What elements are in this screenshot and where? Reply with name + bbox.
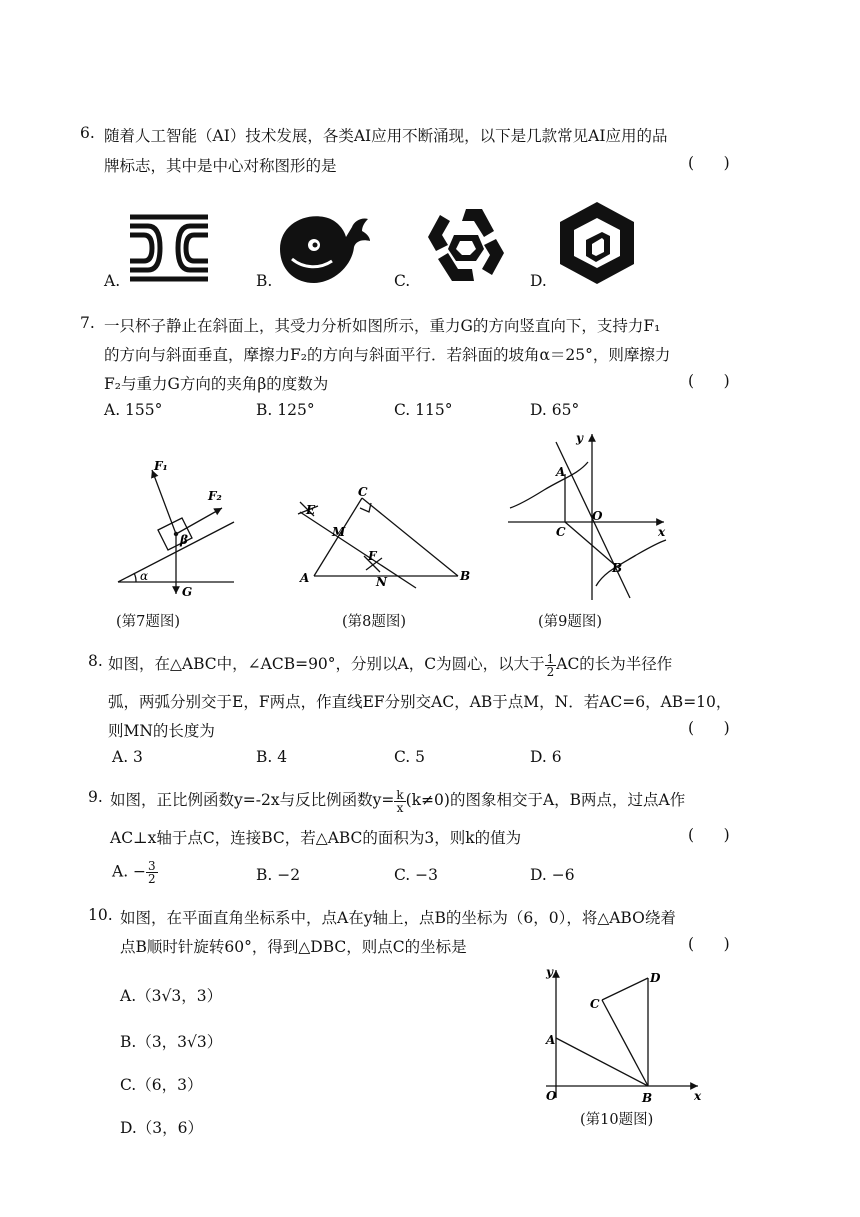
q9-text-line1-a: 如图，正比例函数y=-2x与反比例函数y= (110, 791, 395, 809)
fig10-label-c: C (590, 997, 600, 1011)
fig8-label-m: M (332, 525, 346, 539)
q8-text-line1-b: AC的长为半径作 (556, 655, 673, 673)
q6-answer-paren: ( ) (688, 154, 730, 172)
fig9-caption: (第9题图) (538, 614, 603, 630)
q9-text-line1-b: (k≠0)的图象相交于A，B两点，过点A作 (405, 791, 686, 809)
fig8-label-c: C (358, 486, 368, 499)
q7-option-d: D. 65° (530, 401, 580, 419)
q7-option-c: C. 115° (394, 401, 453, 419)
q6-option-d-label: D. (530, 272, 547, 290)
q9-number: 9. (88, 788, 103, 806)
logo-d-icon (558, 200, 636, 286)
q7-text-line3: F₂与重力G方向的夹角β的度数为 (104, 375, 329, 393)
q10-option-a: A.（3√3，3） (120, 987, 223, 1005)
q6-text-line1: 随着人工智能（AI）技术发展，各类AI应用不断涌现，以下是几款常见AI应用的品 (104, 127, 668, 145)
q6-number: 6. (80, 124, 95, 142)
logo-b-whale-icon (274, 207, 374, 289)
q8-number: 8. (88, 652, 103, 670)
fig8-caption: (第8题图) (342, 614, 407, 630)
fig8-label-n: N (376, 575, 387, 589)
q8-option-c: C. 5 (394, 748, 426, 766)
fig7-label-f1: F₁ (154, 459, 168, 473)
fig10-label-b: B (642, 1091, 653, 1105)
fig10-label-d: D (650, 971, 661, 985)
fig10-label-x: x (694, 1089, 702, 1103)
q8-text-line1-a: 如图，在△ABC中，∠ACB=90°，分别以A，C为圆心，以大于 (108, 655, 545, 673)
figure-7-force-diagram (110, 452, 250, 602)
q9-option-c: C. −3 (394, 866, 439, 884)
q10-answer-paren: ( ) (688, 935, 730, 953)
q7-text-line2: 的方向与斜面垂直，摩擦力F₂的方向与斜面平行．若斜面的坡角α＝25°，则摩擦力 (104, 346, 671, 364)
q7-answer-paren: ( ) (688, 372, 730, 390)
q8-text-line2: 弧，两弧分别交于E，F两点，作直线EF分别交AC，AB于点M，N．若AC=6，AB=10， (108, 693, 732, 711)
q9-option-a-prefix: A. − (112, 862, 147, 881)
q9-option-a-numerator: 3 (148, 859, 156, 873)
q8-option-d: D. 6 (530, 748, 562, 766)
fig8-label-a: A (300, 571, 310, 585)
figure-10-rotation-diagram (532, 962, 708, 1106)
logo-a-icon (126, 212, 212, 284)
fig9-label-x: x (658, 525, 666, 539)
q9-text-line1 (110, 788, 685, 814)
fig10-label-a: A (546, 1033, 556, 1047)
q9-fraction (394, 789, 405, 814)
q6-option-c-label: C. (394, 272, 411, 290)
fig7-label-g: G (182, 585, 193, 599)
fig7-label-f2: F₂ (208, 489, 222, 503)
figure-8-triangle-diagram (288, 486, 478, 592)
q8-text-line3: 则MN的长度为 (108, 722, 215, 740)
fig9-label-a: A (556, 465, 566, 479)
q7-option-a: A. 155° (104, 401, 163, 419)
fig10-label-o: O (546, 1089, 557, 1103)
fig7-label-beta: β (180, 533, 188, 547)
q10-text-line1: 如图，在平面直角坐标系中，点A在y轴上，点B的坐标为（6，0），将△ABO绕着 (120, 909, 676, 927)
q10-option-b: B.（3，3√3） (120, 1033, 223, 1051)
q9-option-b: B. −2 (256, 866, 301, 884)
logo-c-icon (424, 205, 508, 285)
q9-option-d: D. −6 (530, 866, 575, 884)
fig8-label-b: B (460, 569, 471, 583)
fig9-label-y: y (576, 431, 583, 445)
fig7-label-alpha: α (140, 569, 149, 583)
figure-9-function-graph (504, 428, 670, 604)
q8-fraction-numerator: 1 (546, 651, 555, 666)
q8-answer-paren: ( ) (688, 719, 730, 737)
q9-answer-paren: ( ) (688, 826, 730, 844)
q7-text-line1: 一只杯子静止在斜面上，其受力分析如图所示，重力G的方向竖直向下，支持力F₁ (104, 317, 661, 335)
q8-option-a: A. 3 (112, 748, 143, 766)
q10-text-line2: 点B顺时针旋转60°，得到△DBC，则点C的坐标是 (120, 938, 467, 956)
q9-option-a (112, 860, 158, 885)
fig9-label-b: B (612, 561, 623, 575)
q7-number: 7. (80, 314, 95, 332)
fig8-label-e: E (306, 503, 316, 517)
q7-option-b: B. 125° (256, 401, 315, 419)
q10-option-c: C.（6，3） (120, 1076, 203, 1094)
q10-option-d: D.（3，6） (120, 1119, 204, 1137)
q9-fraction-denominator: x (396, 800, 404, 815)
fig7-caption: (第7题图) (116, 614, 181, 630)
fig8-label-f: F (368, 549, 377, 563)
q9-text-line2: AC⊥x轴于点C，连接BC，若△ABC的面积为3，则k的值为 (110, 829, 522, 847)
q9-option-a-denominator: 2 (148, 872, 156, 886)
q8-fraction (545, 653, 557, 678)
fig10-label-y: y (546, 965, 553, 979)
q8-fraction-denominator: 2 (546, 664, 555, 679)
q9-option-a-fraction (146, 860, 158, 885)
q10-number: 10. (88, 906, 113, 924)
q6-text-line2: 牌标志，其中是中心对称图形的是 (104, 157, 337, 175)
q9-fraction-numerator: k (396, 787, 404, 802)
q8-option-b: B. 4 (256, 748, 288, 766)
q6-option-a-label: A. (104, 272, 121, 290)
q6-option-b-label: B. (256, 272, 273, 290)
fig10-caption: (第10题图) (580, 1112, 654, 1128)
q8-text-line1 (108, 652, 672, 678)
fig9-label-o: O (592, 509, 603, 523)
fig9-label-c: C (556, 525, 566, 539)
